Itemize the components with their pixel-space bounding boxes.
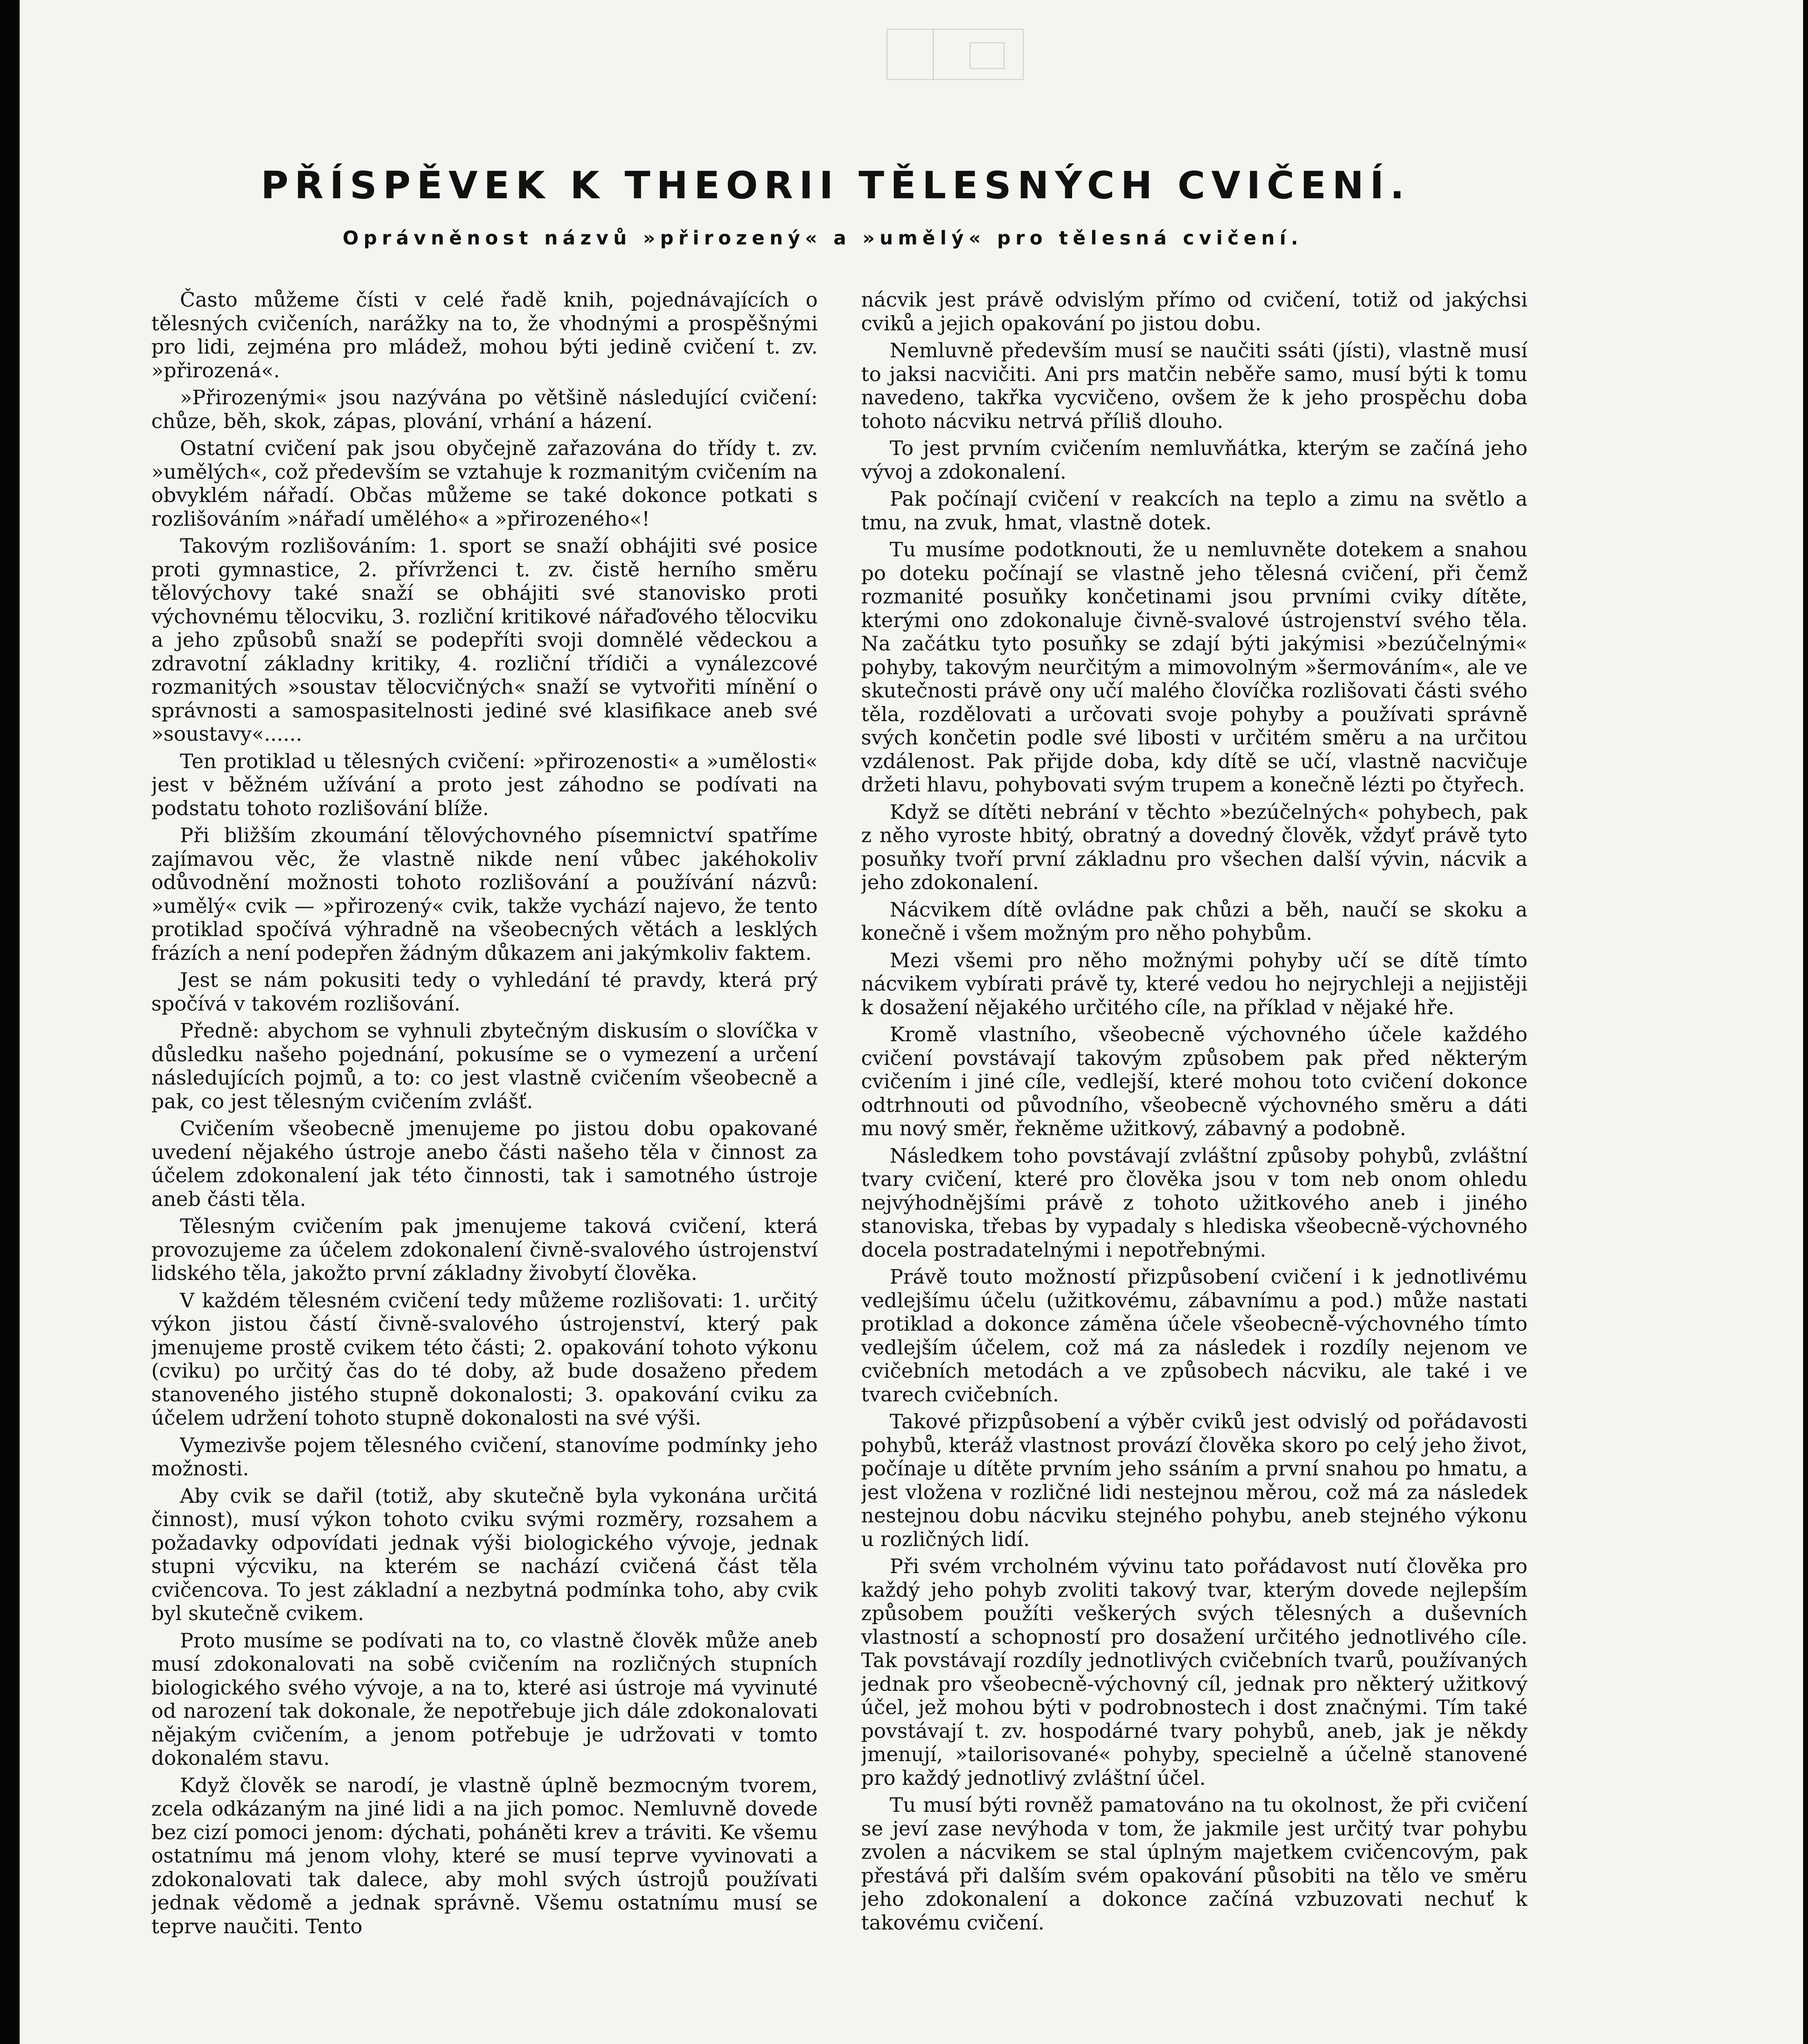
paragraph: Při svém vrcholném vývinu tato pořádavost nutí člověka pro každý jeho pohyb zvoliti takový tvar, kterým dovede nejlepším způsobem použíti veškerých svých tělesných a duševních vlastností a schopností pro dosažení určitého jednotlivého cíle. Tak povstávají rozdíly jednotlivých cvičebních tvarů, používaných jednak pro všeobecně-výchovný cíl, jednak pro některý užitkový účel, jež mohou býti v podrobnostech i dost značnými. Tím také povstávají t. zv. hospodárné tvary pohybů, aneb, jak je někdy jmenují, »tailorisované« pohyby, specielně a účelně stanovené pro každý jednotlivý zvláštní účel.	[861, 1555, 1528, 1790]
paragraph: Tu musí býti rovněž pamatováno na tu okolnost, že při cvičení se jeví zase nevýhoda v tom, že jakmile jest určitý tvar pohybu zvolen a nácvikem se stal úplným majetkem cvičencovým, pak přestává při dalším svém opakování působiti na tělo ve směru jeho zdokonalení a dokonce začíná vzbuzovati nechuť k takovému cvičení.	[861, 1793, 1528, 1934]
paragraph: Takové přizpůsobení a výběr cviků jest odvislý od pořádavosti pohybů, kteráž vlastnost provází člověka skoro po celý jeho život, počínaje u dítěte prvním jeho ssáním a první snahou po hmatu, a jest vložena v rozličné lidi nestejnou měrou, což má za následek nestejnou dobu nácviku stejného pohybu, aneb stejného výkonu u rozličných lidí.	[861, 1410, 1528, 1551]
right-column	[861, 288, 1528, 2042]
paragraph: Často můžeme čísti v celé řadě knih, pojednávajících o tělesných cvičeních, narážky na to, že vhodnými a prospěšnými pro lidi, zejména pro mládež, mohou býti jedině cvičení t. zv. »přirozená«.	[151, 288, 818, 382]
paragraph: Nemluvně především musí se naučiti ssáti (jísti), vlastně musí to jaksi nacvičiti. Ani prs matčin neběře samo, musí býti k tomu navedeno, takřka vycvičeno, ovšem že k jeho prospěchu doba tohoto nácviku netrvá příliš dlouho.	[861, 339, 1528, 433]
paragraph: Právě touto možností přizpůsobení cvičení i k jednotlivému vedlejšímu účelu (užitkovému, zábavnímu a pod.) může nastati protiklad a dokonce záměna účele všeobecně-výchovného tímto vedlejším účelem, což má za následek i rozdíly nejenom ve cvičebních metodách a ve způsobech nácviku, ale také i ve tvarech cvičebních.	[861, 1265, 1528, 1406]
paragraph: Když člověk se narodí, je vlastně úplně bezmocným tvorem, zcela odkázaným na jiné lidi a na jich pomoc. Nemluvně dovede bez cizí pomoci jenom: dýchati, poháněti krev a tráviti. Ke všemu ostatnímu má jenom vlohy, které se musí teprve vyvinovati a zdokonalovati tak dalece, aby mohl svých ústrojů používati jednak vědomě a jednak správně. Všemu ostatnímu musí se teprve naučiti. Tento	[151, 1773, 818, 1938]
paragraph: Cvičením všeobecně jmenujeme po jistou dobu opakované uvedení nějakého ústroje anebo části našeho těla v činnost za účelem zdokonalení jak této činnosti, tak i samotného ústroje aneb části těla.	[151, 1117, 818, 1211]
scanned-page	[20, 0, 1803, 2044]
paragraph: Tělesným cvičením pak jmenujeme taková cvičení, která provozujeme za účelem zdokonalení čivně-svalového ústrojenství lidského těla, jakožto první základny živobytí člověka.	[151, 1215, 818, 1285]
paragraph: Ostatní cvičení pak jsou obyčejně zařazována do třídy t. zv. »umělých«, což především se vztahuje k rozmanitým cvičením na obvyklém nářadí. Občas můžeme se také dokonce potkati s rozlišováním »nářadí umělého« a »přirozeného«!	[151, 437, 818, 531]
paragraph: »Přirozenými« jsou nazývána po většině následující cvičení: chůze, běh, skok, zápas, plování, vrhání a házení.	[151, 386, 818, 433]
paragraph: Nácvikem dítě ovládne pak chůzi a běh, naučí se skoku a konečně i všem možným pro něho pohybům.	[861, 898, 1528, 945]
left-column	[151, 288, 818, 2042]
paragraph: V každém tělesném cvičení tedy můžeme rozlišovati: 1. určitý výkon jistou částí čivně-svalového ústrojenství, který pak jmenujeme prostě cvikem této části; 2. opakování tohoto výkonu (cviku) po určitý čas do té doby, až bude dosaženo předem stanoveného jistého stupně dokonalosti; 3. opakování cviku za účelem udržení tohoto stupně dokonalosti na své výši.	[151, 1289, 818, 1430]
paragraph: Kromě vlastního, všeobecně výchovného účele každého cvičení povstávají takovým způsobem pak před některým cvičením i jiné cíle, vedlejší, které mohou toto cvičení dokonce odtrhnouti od původního, všeobecně výchovného směru a dáti mu nový směr, řekněme užitkový, zábavný a podobně.	[861, 1023, 1528, 1140]
paragraph: Jest se nám pokusiti tedy o vyhledání té pravdy, která prý spočívá v takovém rozlišování.	[151, 968, 818, 1015]
paragraph: Mezi všemi pro něho možnými pohyby učí se dítě tímto nácvikem vybírati právě ty, které vedou ho nejrychleji a nejjistěji k dosažení nějakého určitého cíle, na příklad v nějaké hře.	[861, 948, 1528, 1019]
paragraph: Při bližším zkoumání tělovýchovného písemnictví spatříme zajímavou věc, že vlastně nikde není vůbec jakéhokoliv odůvodnění možnosti tohoto rozlišování a používání názvů: »umělý« cvik — »přirozený« cvik, takže vychází najevo, že tento protiklad spočívá výhradně na všeobecných větách a lesklých frázích a není podepřen žádným důkazem ani jakýmkoliv faktem.	[151, 824, 818, 965]
paragraph: Pak počínají cvičení v reakcích na teplo a zimu na světlo a tmu, na zvuk, hmat, vlastně dotek.	[861, 487, 1528, 534]
paragraph: nácvik jest právě odvislým přímo od cvičení, totiž od jakýchsi cviků a jejich opakování po jistou dobu.	[861, 288, 1528, 335]
paragraph: To jest prvním cvičením nemluvňátka, kterým se začíná jeho vývoj a zdokonalení.	[861, 437, 1528, 484]
article-title: PŘÍSPĚVEK K THEORII TĚLESNÝCH CVIČENÍ.	[261, 164, 1411, 207]
paragraph: Aby cvik se dařil (totiž, aby skutečně byla vykonána určitá činnost), musí výkon tohoto cviku svými rozměry, rozsahem a požadavky odpovídati jednak výši biologického vývoje, jednak stupni výcviku, na kterém se nachází cvičená část těla cvičencova. To jest základní a nezbytná podmínka toho, aby cvik byl skutečně cvikem.	[151, 1484, 818, 1625]
paragraph: Vymezivše pojem tělesného cvičení, stanovíme podmínky jeho možnosti.	[151, 1433, 818, 1480]
paragraph: Následkem toho povstávají zvláštní způsoby pohybů, zvláštní tvary cvičení, které pro člověka jsou v tom neb onom ohledu nejvýhodnějšími právě z tohoto užitkového aneb i jiného stanoviska, třebas by vypadaly s hlediska všeobecně-výchovného docela postradatelnými i nepotřebnými.	[861, 1144, 1528, 1262]
library-stamp	[886, 29, 1024, 80]
paragraph: Předně: abychom se vyhnuli zbytečným diskusím o slovíčka v důsledku našeho pojednání, pokusíme se o vymezení a určení následujících pojmů, a to: co jest vlastně cvičením všeobecně a pak, co jest tělesným cvičením zvlášť.	[151, 1019, 818, 1113]
paragraph: Když se dítěti nebrání v těchto »bezúčelných« pohybech, pak z něho vyroste hbitý, obratný a dovedný člověk, vždyť právě tyto posuňky tvoří první základnu pro všechen další vývin, nácvik a jeho zdokonalení.	[861, 800, 1528, 894]
paragraph: Takovým rozlišováním: 1. sport se snaží obhájiti své posice proti gymnastice, 2. přívrženci t. zv. čistě herního směru tělovýchovy také snaží se obhájiti své stanovisko proti výchovnému tělocviku, 3. rozliční kritikové nářaďového tělocviku a jeho způsobů snaží se podepříti svoji domnělé vědeckou a zdravotní základny kritiky, 4. rozliční třídiči a vynálezcové rozmanitých »soustav tělocvičných« snaží se vytvořiti mínění o správnosti a samospasitelnosti jediné své klasifikace aneb své »soustavy«......	[151, 534, 818, 746]
article-subtitle: Oprávněnost názvů »přirozený« a »umělý« pro tělesná cvičení.	[343, 227, 1303, 249]
paragraph: Proto musíme se podívati na to, co vlastně člověk může aneb musí zdokonalovati na sobě cvičením na rozličných stupních biologického svého vývoje, a na to, které asi ústroje má vyvinuté od narození tak dokonale, že nepotřebuje jich dále zdokonalovati nějakým cvičením, a jenom potřebuje je udržovati v tomto dokonalém stavu.	[151, 1629, 818, 1770]
paragraph: Tu musíme podotknouti, že u nemluvněte dotekem a snahou po doteku počínají se vlastně jeho tělesná cvičení, při čemž rozmanité posuňky končetinami jsou prvními cviky dítěte, kterými ono zdokonaluje čivně-svalové ústrojenství svého těla. Na začátku tyto posuňky se zdají býti jakýmisi »bezúčelnými« pohyby, takovým neurčitým a mimovolným »šermováním«, ale ve skutečnosti právě ony učí malého človíčka rozlišovati části svého těla, rozdělovati a určovati svoje pohyby a používati správně svých končetin podle své libosti v určitém směru a na určitou vzdálenost. Pak přijde doba, kdy dítě se učí, vlastně nacvičuje držeti hlavu, pohybovati svým trupem a konečně lézti po čtyřech.	[861, 538, 1528, 796]
paragraph: Ten protiklad u tělesných cvičení: »přirozenosti« a »umělosti« jest v běžném užívání a proto jest záhodno se podívati na podstatu tohoto rozlišování blíže.	[151, 749, 818, 820]
